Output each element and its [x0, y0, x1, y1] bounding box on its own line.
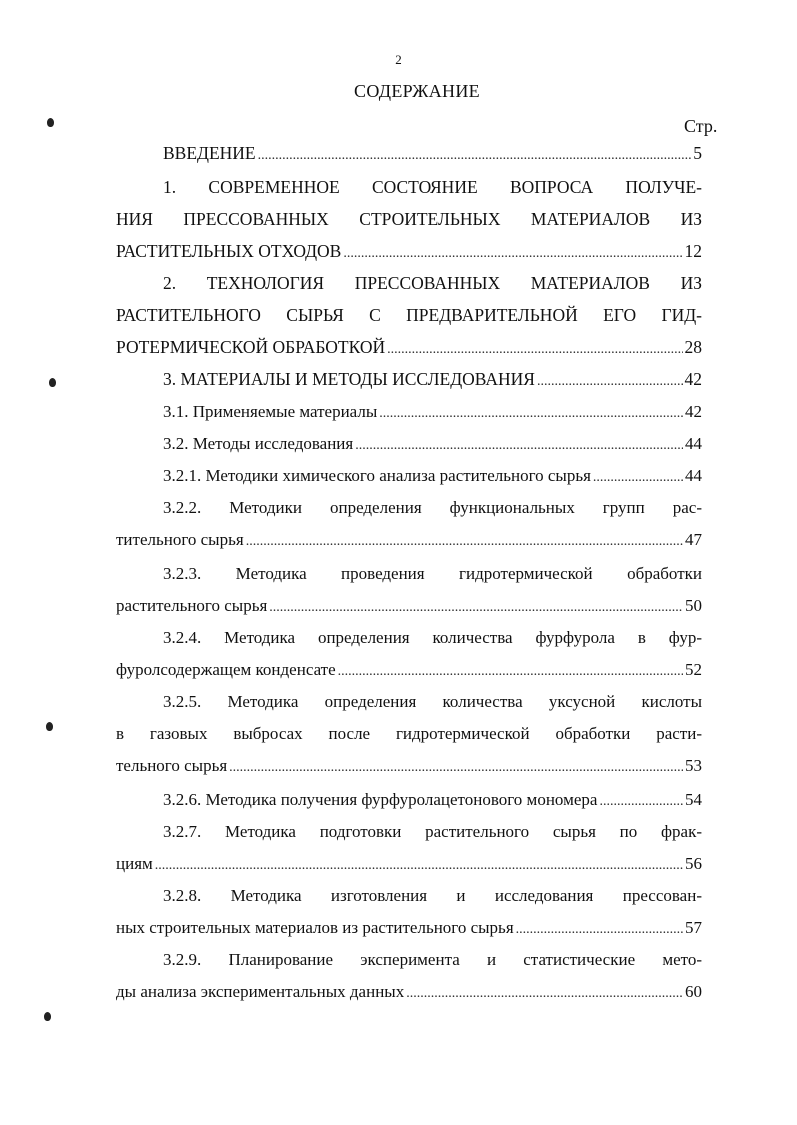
- toc-entry-text: циям: [116, 854, 153, 873]
- toc-entry-text: 3. МАТЕРИАЛЫ И МЕТОДЫ ИССЛЕДОВАНИЯ: [163, 369, 535, 389]
- toc-entry-page: 28: [684, 337, 702, 357]
- toc-entry-text: 3.2. Методы исследования: [163, 434, 354, 453]
- dot-leader: [229, 760, 683, 776]
- toc-entry-text: 3.2.2. Методики определения функциональных групп рас-: [163, 498, 702, 517]
- toc-entry-page: 42: [684, 369, 702, 389]
- dot-leader: [406, 986, 683, 1002]
- toc-entry-text: растительного сырья: [116, 596, 268, 615]
- toc-entry-page: 44: [685, 466, 702, 485]
- binding-mark: [47, 118, 54, 127]
- toc-entry-text: 3.2.1. Методики химического анализа растительного сырья: [163, 466, 591, 485]
- dot-leader: [599, 794, 683, 810]
- toc-line: [163, 434, 702, 462]
- toc-entry-text: РОТЕРМИЧЕСКОЙ ОБРАБОТКОЙ: [116, 337, 386, 357]
- toc-line: [116, 596, 702, 624]
- toc-entry-text: ВВЕДЕНИЕ: [163, 143, 256, 163]
- dot-leader: [155, 858, 683, 874]
- toc-line: [116, 530, 702, 558]
- toc-entry-text: 3.2.3. Методика проведения гидротермической обработки: [163, 564, 702, 583]
- toc-line: [163, 177, 702, 205]
- toc-entry-text: 3.2.4. Методика определения количества фурфурола в фур-: [163, 628, 702, 647]
- toc-line: [116, 724, 702, 752]
- toc-entry-text: 3.2.7. Методика подготовки растительного сырья по фрак-: [163, 822, 702, 841]
- toc-entry-text: 1. СОВРЕМЕННОЕ СОСТОЯНИЕ ВОПРОСА ПОЛУЧЕ-: [163, 177, 702, 197]
- toc-entry-page: 42: [685, 402, 702, 421]
- toc-entry-page: 12: [684, 241, 702, 261]
- dot-leader: [387, 342, 682, 358]
- toc-entry-page: 60: [685, 982, 702, 1001]
- toc-line: [116, 660, 702, 688]
- page-number: 2: [395, 52, 402, 67]
- toc-line: [163, 498, 702, 526]
- dot-leader: [537, 374, 683, 390]
- toc-line: [116, 305, 702, 333]
- toc-entry-page: 53: [685, 756, 702, 775]
- binding-mark: [46, 722, 53, 731]
- toc-entry-text: РАСТИТЕЛЬНЫХ ОТХОДОВ: [116, 241, 342, 261]
- toc-entry-text: НИЯ ПРЕССОВАННЫХ СТРОИТЕЛЬНЫХ МАТЕРИАЛОВ ИЗ: [116, 209, 702, 229]
- binding-mark: [49, 378, 56, 387]
- toc-entry-text: ных строительных материалов из растительного сырья: [116, 918, 514, 937]
- toc-line: [163, 369, 702, 397]
- toc-entry-page: 5: [693, 143, 702, 163]
- toc-line: [163, 402, 702, 430]
- toc-entry-text: ды анализа экспериментальных данных: [116, 982, 405, 1001]
- toc-line: [163, 564, 702, 592]
- toc-entry-text: РАСТИТЕЛЬНОГО СЫРЬЯ С ПРЕДВАРИТЕЛЬНОЙ ЕГО ГИД-: [116, 305, 702, 325]
- toc-line: [163, 822, 702, 850]
- toc-entry-page: 50: [685, 596, 702, 615]
- toc-entry-text: 3.1. Применяемые материалы: [163, 402, 378, 421]
- dot-leader: [379, 406, 683, 422]
- page-title: СОДЕРЖАНИЕ: [354, 81, 480, 101]
- dot-leader: [258, 148, 692, 164]
- dot-leader: [516, 922, 683, 938]
- toc-entry-text: 3.2.9. Планирование эксперимента и статистические мето-: [163, 950, 702, 969]
- toc-entry-page: 44: [685, 434, 702, 453]
- toc-line: [163, 628, 702, 656]
- binding-mark: [44, 1012, 51, 1021]
- toc-line: [116, 337, 702, 365]
- toc-line: [116, 756, 702, 784]
- toc-entry-page: 47: [685, 530, 702, 549]
- dot-leader: [269, 600, 683, 616]
- dot-leader: [246, 534, 683, 550]
- toc-line: [163, 790, 702, 818]
- toc-entry-text: 2. ТЕХНОЛОГИЯ ПРЕССОВАННЫХ МАТЕРИАЛОВ ИЗ: [163, 273, 702, 293]
- page-column-label: Стр.: [684, 116, 718, 136]
- toc-line: [116, 982, 702, 1010]
- toc-line: [116, 854, 702, 882]
- toc-line: [163, 143, 702, 171]
- toc-entry-text: в газовых выбросах после гидротермической обработки расти-: [116, 724, 702, 743]
- dot-leader: [593, 470, 683, 486]
- toc-line: [116, 241, 702, 269]
- toc-entry-text: тельного сырья: [116, 756, 228, 775]
- toc-entry-page: 57: [685, 918, 702, 937]
- toc-entry-text: 3.2.5. Методика определения количества уксусной кислоты: [163, 692, 702, 711]
- toc-line: [163, 273, 702, 301]
- toc-entry-page: 56: [685, 854, 702, 873]
- toc-line: [116, 918, 702, 946]
- toc-line: [116, 209, 702, 237]
- dot-leader: [338, 664, 683, 680]
- toc-entry-page: 52: [685, 660, 702, 679]
- toc-entry-page: 54: [685, 790, 702, 809]
- toc-line: [163, 886, 702, 914]
- toc-entry-text: 3.2.8. Методика изготовления и исследования прессован-: [163, 886, 702, 905]
- toc-line: [163, 692, 702, 720]
- toc-entry-text: тительного сырья: [116, 530, 244, 549]
- toc-line: [163, 950, 702, 978]
- dot-leader: [343, 246, 682, 262]
- toc-entry-text: фуролсодержащем конденсате: [116, 660, 336, 679]
- dot-leader: [355, 438, 683, 454]
- toc-line: [163, 466, 702, 494]
- toc-entry-text: 3.2.6. Методика получения фурфуролацетонового мономера: [163, 790, 598, 809]
